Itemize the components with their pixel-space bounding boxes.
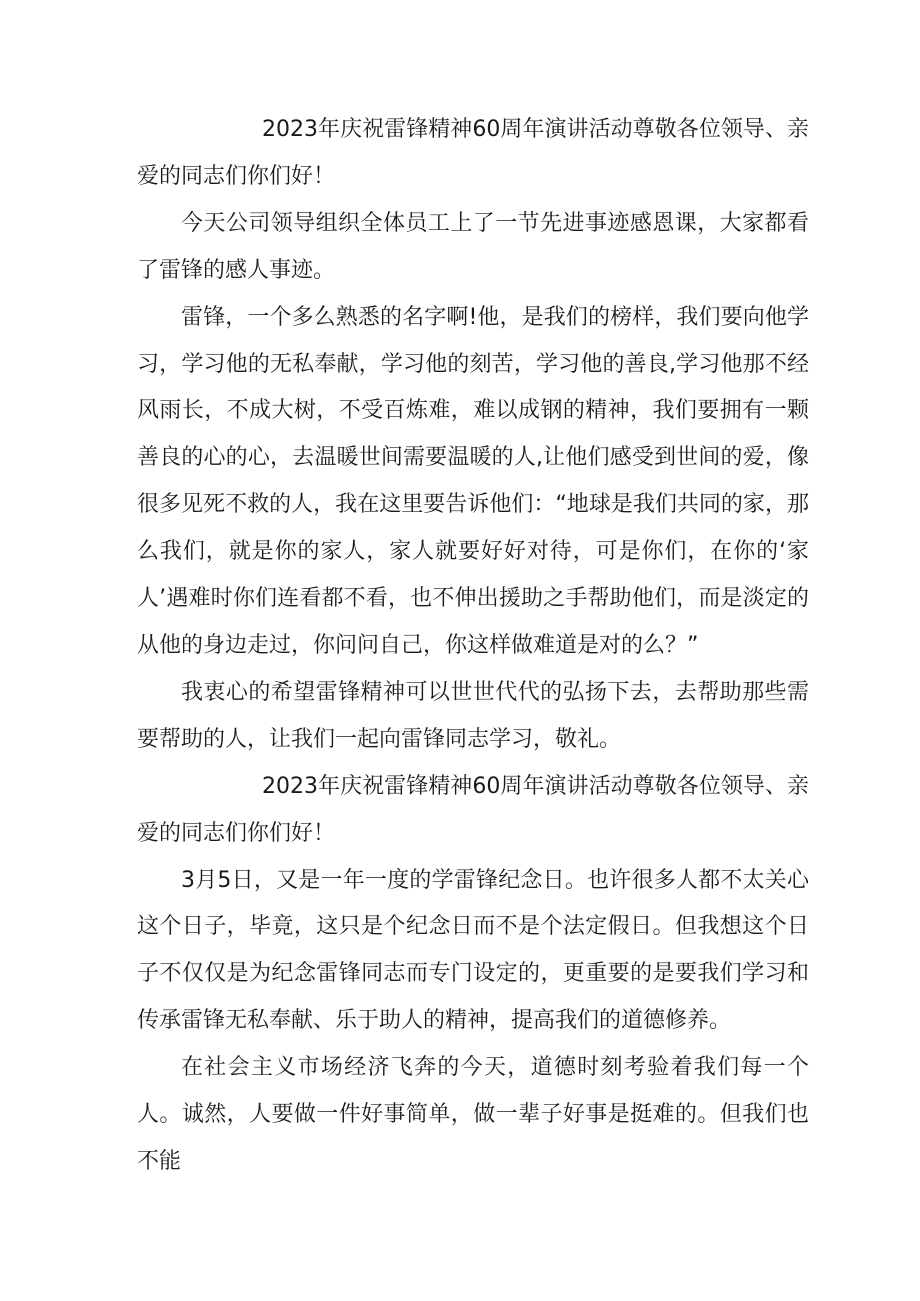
section-2-paragraph-2: 在社会主义市场经济飞奔的今天，道德时刻考验着我们每一个人。诚然，人要做一件好事简单，做一辈子好事是挺难的。但我们也不能 <box>137 1055 809 1174</box>
document-body <box>137 107 809 1186</box>
section-1-paragraph-2: 雷锋，一个多么熟悉的名字啊!他，是我们的榜样，我们要向他学习，学习他的无私奉献，学习他的刻苦，学习他的善良,学习他那不经风雨长，不成大树，不受百炼难，难以成钢的精神，我们要拥有一颗善良的心的心，去温暖世间需要温暖的人,让他们感受到世间的爱，像很多见死不救的人，我在这里要告诉他们：“地球是我们共同的家，那么我们，就是你的家人，家人就要好好对待，可是你们，在你的‘家人’遇难时你们连看都不看，也不伸出援助之手帮助他们，而是淡定的从他的身边走过，你问问自己，你这样做难道是对的么？” <box>137 304 809 658</box>
section-2-heading: 2023年庆祝雷锋精神60周年演讲活动尊敬各位领导、亲爱的同志们你们好！ <box>137 773 809 846</box>
section-1-heading: 2023年庆祝雷锋精神60周年演讲活动尊敬各位领导、亲爱的同志们你们好！ <box>137 117 809 189</box>
section-1-paragraph-3: 我衷心的希望雷锋精神可以世世代代的弘扬下去，去帮助那些需要帮助的人，让我们一起向雷锋同志学习，敬礼。 <box>137 679 809 752</box>
section-1-paragraph-1: 今天公司领导组织全体员工上了一节先进事迹感恩课，大家都看了雷锋的感人事迹。 <box>137 210 809 283</box>
section-2-paragraph-1: 3月5日，又是一年一度的学雷锋纪念日。也许很多人都不太关心这个日子，毕竟，这只是个纪念日而不是个法定假日。但我想这个日子不仅仅是为纪念雷锋同志而专门设定的，更重要的是要我们学习和传承雷锋无私奉献、乐于助人的精神，提高我们的道德修养。 <box>137 867 809 1034</box>
